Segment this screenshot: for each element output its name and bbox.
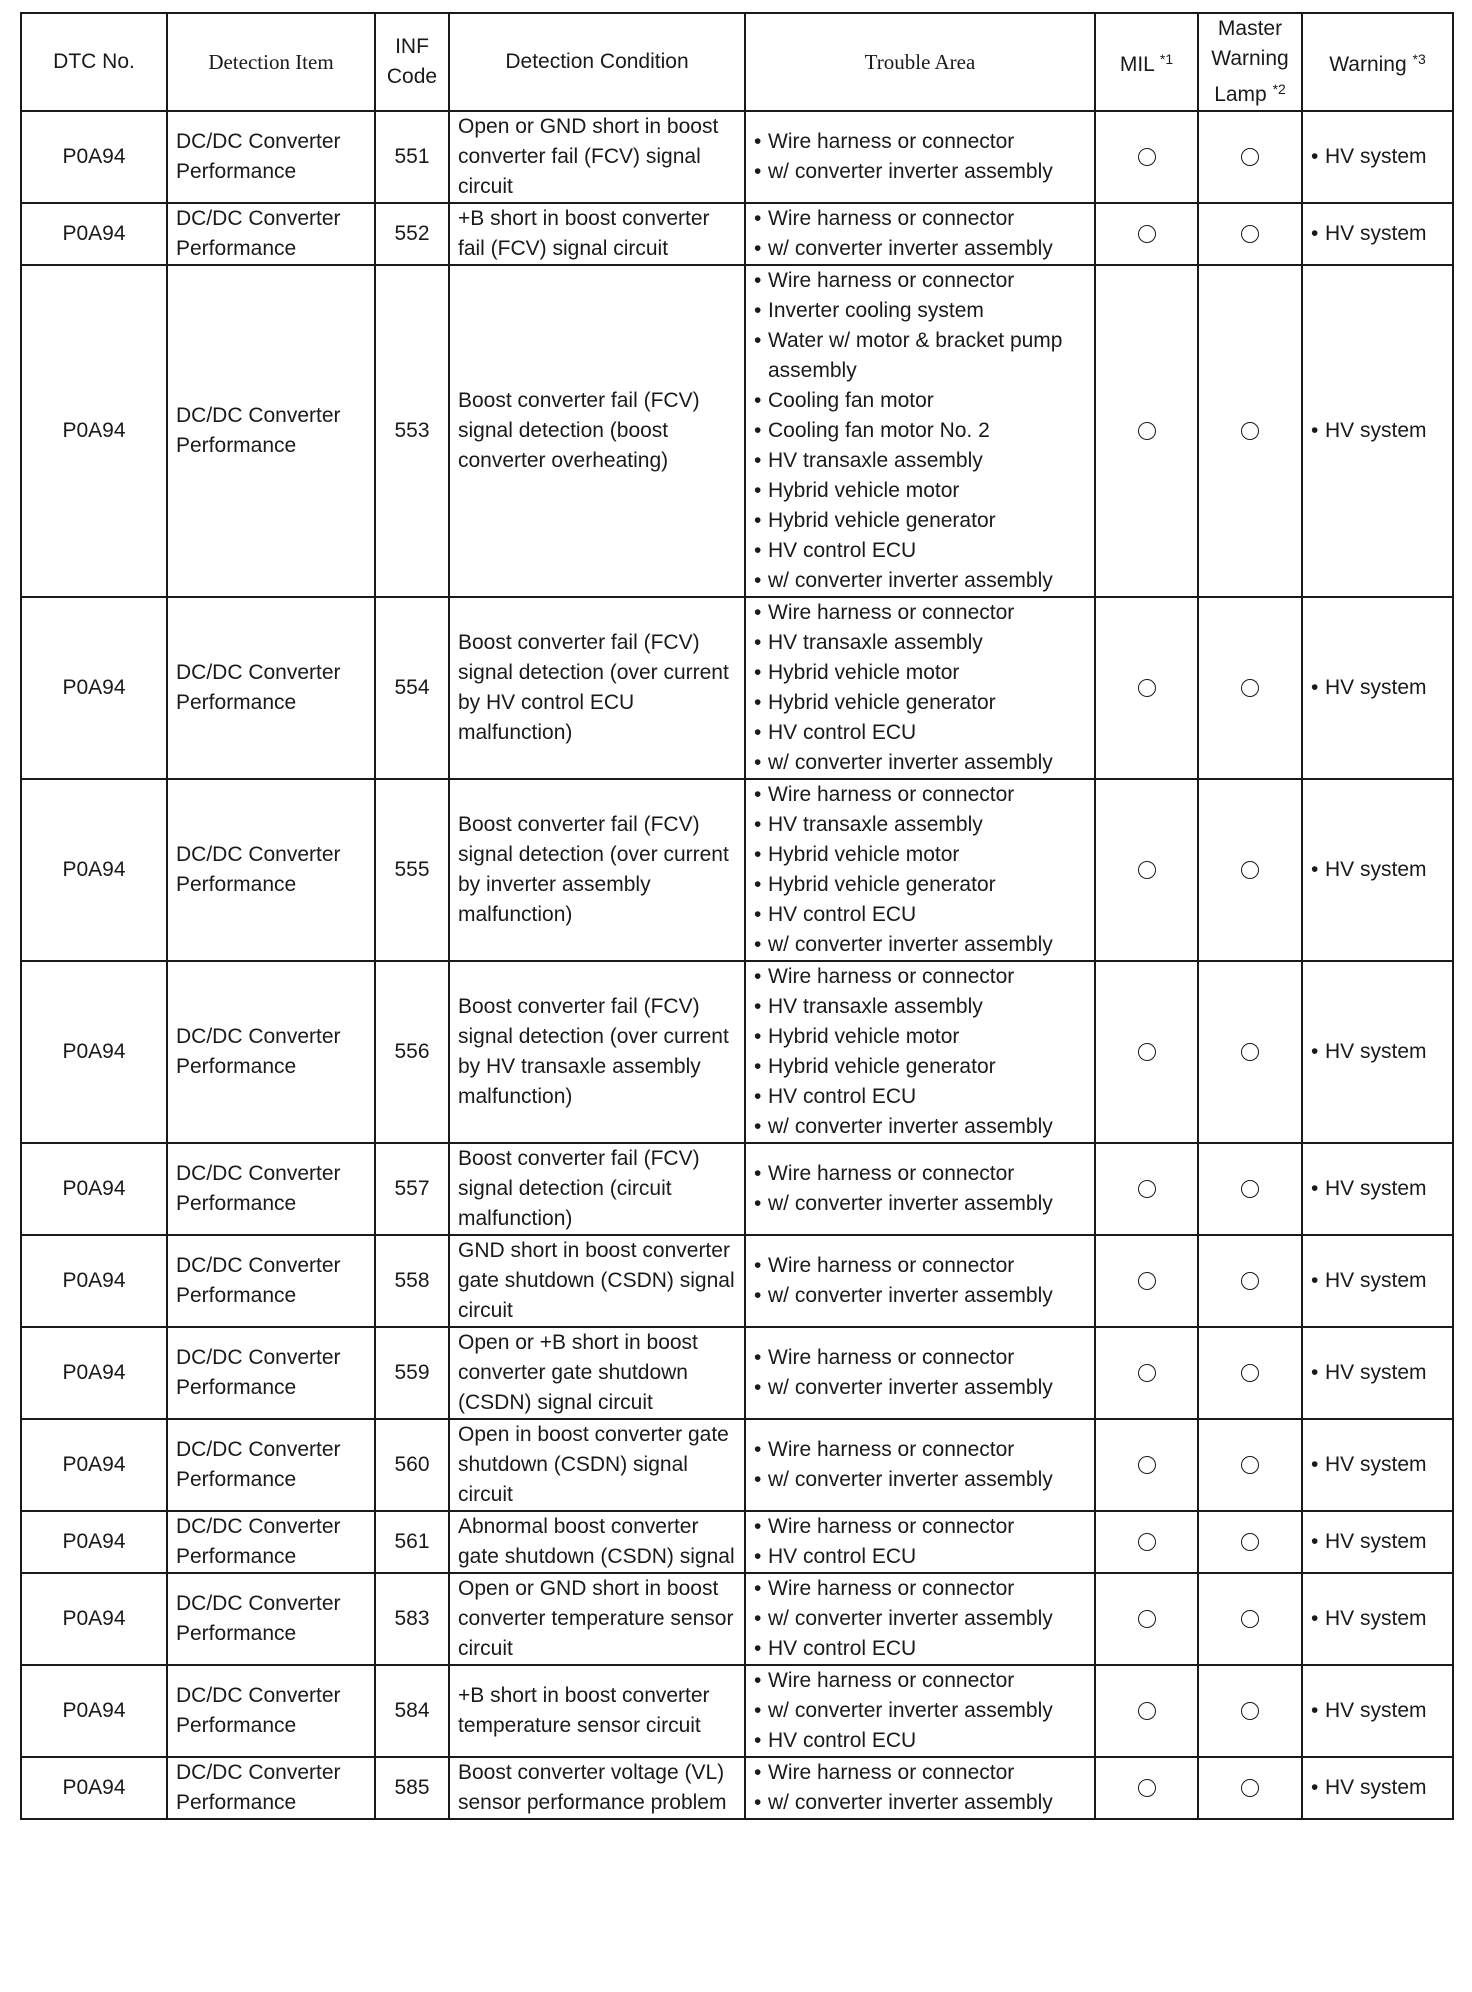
table-row — [21, 961, 1453, 1143]
trouble-area-item: • HV transaxle assembly — [754, 446, 1086, 476]
trouble-area-item: • w/ converter inverter assembly — [754, 157, 1086, 187]
mil-indicator — [1095, 1143, 1198, 1235]
warning: • HV system — [1302, 1143, 1453, 1235]
table-row — [21, 1665, 1453, 1757]
inf-code: 553 — [375, 265, 449, 597]
inf-code: 555 — [375, 779, 449, 961]
trouble-area-item: • HV control ECU — [754, 900, 1086, 930]
circle-icon — [1241, 225, 1259, 243]
mil-indicator — [1095, 1419, 1198, 1511]
table-row — [21, 1419, 1453, 1511]
table-row — [21, 1143, 1453, 1235]
table-row — [21, 203, 1453, 265]
circle-icon — [1138, 1456, 1156, 1474]
dtc-number: P0A94 — [21, 1511, 167, 1573]
detection-condition: Open or GND short in boost converter temperature sensor circuit — [449, 1573, 745, 1665]
trouble-area — [745, 1143, 1095, 1235]
detection-condition: Open or +B short in boost converter gate shutdown (CSDN) signal circuit — [449, 1327, 745, 1419]
dtc-number: P0A94 — [21, 779, 167, 961]
trouble-area — [745, 111, 1095, 203]
mil-indicator — [1095, 1327, 1198, 1419]
table-row — [21, 779, 1453, 961]
inf-code: 584 — [375, 1665, 449, 1757]
trouble-area — [745, 779, 1095, 961]
circle-icon — [1241, 1610, 1259, 1628]
trouble-area — [745, 265, 1095, 597]
trouble-area-item: • Wire harness or connector — [754, 204, 1086, 234]
mil-indicator — [1095, 1573, 1198, 1665]
warning: • HV system — [1302, 1511, 1453, 1573]
detection-item: DC/DC Converter Performance — [167, 1327, 375, 1419]
trouble-area — [745, 1327, 1095, 1419]
trouble-area-item: • HV control ECU — [754, 718, 1086, 748]
trouble-area-item: • Wire harness or connector — [754, 1574, 1086, 1604]
circle-icon — [1241, 1180, 1259, 1198]
trouble-area-item: • w/ converter inverter assembly — [754, 748, 1086, 778]
warning: • HV system — [1302, 961, 1453, 1143]
header-inf-code: INF Code — [375, 13, 449, 111]
master-warning-lamp-indicator — [1198, 1235, 1302, 1327]
table-row — [21, 1327, 1453, 1419]
table-row — [21, 1511, 1453, 1573]
warning: • HV system — [1302, 265, 1453, 597]
circle-icon — [1241, 422, 1259, 440]
detection-item: DC/DC Converter Performance — [167, 961, 375, 1143]
dtc-number: P0A94 — [21, 1665, 167, 1757]
trouble-area-item: • Wire harness or connector — [754, 1666, 1086, 1696]
header-detection-item: Detection Item — [167, 13, 375, 111]
trouble-area-item: • w/ converter inverter assembly — [754, 234, 1086, 264]
trouble-area — [745, 597, 1095, 779]
dtc-number: P0A94 — [21, 111, 167, 203]
trouble-area-item: • Cooling fan motor — [754, 386, 1086, 416]
inf-code: 559 — [375, 1327, 449, 1419]
warning: • HV system — [1302, 1573, 1453, 1665]
trouble-area-item: • HV control ECU — [754, 536, 1086, 566]
inf-code: 557 — [375, 1143, 449, 1235]
master-warning-lamp-indicator — [1198, 1327, 1302, 1419]
trouble-area-item: • Hybrid vehicle generator — [754, 506, 1086, 536]
mil-indicator — [1095, 265, 1198, 597]
circle-icon — [1241, 1272, 1259, 1290]
inf-code: 583 — [375, 1573, 449, 1665]
circle-icon — [1138, 1610, 1156, 1628]
master-warning-lamp-indicator — [1198, 1573, 1302, 1665]
detection-item: DC/DC Converter Performance — [167, 1573, 375, 1665]
trouble-area-item: • HV transaxle assembly — [754, 628, 1086, 658]
trouble-area — [745, 1235, 1095, 1327]
circle-icon — [1241, 1779, 1259, 1797]
dtc-number: P0A94 — [21, 597, 167, 779]
warning: • HV system — [1302, 1235, 1453, 1327]
trouble-area-item: • Hybrid vehicle motor — [754, 1022, 1086, 1052]
header-trouble-area: Trouble Area — [745, 13, 1095, 111]
dtc-number: P0A94 — [21, 1327, 167, 1419]
trouble-area-item: • HV control ECU — [754, 1082, 1086, 1112]
mil-indicator — [1095, 961, 1198, 1143]
detection-item: DC/DC Converter Performance — [167, 597, 375, 779]
master-warning-lamp-indicator — [1198, 203, 1302, 265]
trouble-area-item: • Hybrid vehicle generator — [754, 1052, 1086, 1082]
mil-indicator — [1095, 779, 1198, 961]
mil-indicator — [1095, 597, 1198, 779]
detection-condition: Boost converter fail (FCV) signal detection (circuit malfunction) — [449, 1143, 745, 1235]
dtc-number: P0A94 — [21, 1419, 167, 1511]
mil-indicator — [1095, 1235, 1198, 1327]
trouble-area-item: • HV control ECU — [754, 1542, 1086, 1572]
circle-icon — [1241, 1533, 1259, 1551]
detection-condition: +B short in boost converter temperature sensor circuit — [449, 1665, 745, 1757]
trouble-area-item: • Wire harness or connector — [754, 1512, 1086, 1542]
master-warning-lamp-indicator — [1198, 1665, 1302, 1757]
trouble-area-item: • w/ converter inverter assembly — [754, 1373, 1086, 1403]
detection-condition: GND short in boost converter gate shutdown (CSDN) signal circuit — [449, 1235, 745, 1327]
table-body — [21, 111, 1453, 1819]
detection-item: DC/DC Converter Performance — [167, 1665, 375, 1757]
trouble-area-item: • w/ converter inverter assembly — [754, 566, 1086, 596]
inf-code: 552 — [375, 203, 449, 265]
table-row — [21, 1757, 1453, 1819]
detection-condition: Boost converter fail (FCV) signal detection (over current by inverter assembly malfunction) — [449, 779, 745, 961]
inf-code: 554 — [375, 597, 449, 779]
trouble-area-item: • HV control ECU — [754, 1726, 1086, 1756]
trouble-area-item: • w/ converter inverter assembly — [754, 1696, 1086, 1726]
master-warning-lamp-indicator — [1198, 111, 1302, 203]
trouble-area-item: • w/ converter inverter assembly — [754, 1189, 1086, 1219]
warning: • HV system — [1302, 1327, 1453, 1419]
trouble-area — [745, 1511, 1095, 1573]
dtc-number: P0A94 — [21, 1757, 167, 1819]
dtc-table — [20, 12, 1454, 1820]
master-warning-lamp-indicator — [1198, 779, 1302, 961]
dtc-number: P0A94 — [21, 1573, 167, 1665]
table-row — [21, 1573, 1453, 1665]
trouble-area-item: • Hybrid vehicle motor — [754, 658, 1086, 688]
circle-icon — [1241, 679, 1259, 697]
detection-condition: Boost converter fail (FCV) signal detection (boost converter overheating) — [449, 265, 745, 597]
trouble-area-item: • HV transaxle assembly — [754, 810, 1086, 840]
header-master-warning-lamp: Master Warning Lamp $^{*2}$ — [1198, 13, 1302, 111]
detection-item: DC/DC Converter Performance — [167, 111, 375, 203]
warning: • HV system — [1302, 1419, 1453, 1511]
detection-item: DC/DC Converter Performance — [167, 779, 375, 961]
trouble-area-item: • Wire harness or connector — [754, 1251, 1086, 1281]
inf-code: 560 — [375, 1419, 449, 1511]
circle-icon — [1138, 679, 1156, 697]
trouble-area — [745, 1665, 1095, 1757]
trouble-area-item: • w/ converter inverter assembly — [754, 1604, 1086, 1634]
detection-item: DC/DC Converter Performance — [167, 1235, 375, 1327]
mil-indicator — [1095, 203, 1198, 265]
circle-icon — [1241, 148, 1259, 166]
circle-icon — [1138, 1180, 1156, 1198]
trouble-area-item: • Wire harness or connector — [754, 1435, 1086, 1465]
master-warning-lamp-indicator — [1198, 265, 1302, 597]
warning: • HV system — [1302, 779, 1453, 961]
trouble-area — [745, 1757, 1095, 1819]
trouble-area-item: • w/ converter inverter assembly — [754, 1112, 1086, 1142]
detection-item: DC/DC Converter Performance — [167, 1511, 375, 1573]
detection-item: DC/DC Converter Performance — [167, 1143, 375, 1235]
dtc-number: P0A94 — [21, 961, 167, 1143]
master-warning-lamp-indicator — [1198, 597, 1302, 779]
mil-indicator — [1095, 1665, 1198, 1757]
trouble-area-item: • w/ converter inverter assembly — [754, 930, 1086, 960]
table-row — [21, 1235, 1453, 1327]
detection-item: DC/DC Converter Performance — [167, 203, 375, 265]
warning: • HV system — [1302, 597, 1453, 779]
circle-icon — [1138, 422, 1156, 440]
trouble-area-item: • Hybrid vehicle generator — [754, 870, 1086, 900]
master-warning-lamp-indicator — [1198, 1757, 1302, 1819]
trouble-area-item: • Wire harness or connector — [754, 598, 1086, 628]
circle-icon — [1241, 861, 1259, 879]
trouble-area-item: • HV control ECU — [754, 1634, 1086, 1664]
dtc-number: P0A94 — [21, 265, 167, 597]
detection-condition: Open in boost converter gate shutdown (CSDN) signal circuit — [449, 1419, 745, 1511]
trouble-area — [745, 961, 1095, 1143]
detection-condition: Boost converter fail (FCV) signal detection (over current by HV transaxle assembly malfunction) — [449, 961, 745, 1143]
trouble-area-item: • w/ converter inverter assembly — [754, 1465, 1086, 1495]
trouble-area-item: • Water w/ motor & bracket pump assembly — [754, 326, 1086, 386]
header-row — [21, 13, 1453, 111]
trouble-area-item: • Hybrid vehicle motor — [754, 476, 1086, 506]
detection-item: DC/DC Converter Performance — [167, 1757, 375, 1819]
trouble-area-item: • Wire harness or connector — [754, 780, 1086, 810]
warning: • HV system — [1302, 203, 1453, 265]
trouble-area-item: • Wire harness or connector — [754, 266, 1086, 296]
master-warning-lamp-indicator — [1198, 1511, 1302, 1573]
trouble-area-item: • Hybrid vehicle motor — [754, 840, 1086, 870]
trouble-area-item: • Wire harness or connector — [754, 1343, 1086, 1373]
master-warning-lamp-indicator — [1198, 961, 1302, 1143]
mil-indicator — [1095, 1511, 1198, 1573]
trouble-area-item: • Wire harness or connector — [754, 962, 1086, 992]
detection-item: DC/DC Converter Performance — [167, 265, 375, 597]
table-row — [21, 597, 1453, 779]
master-warning-lamp-indicator — [1198, 1419, 1302, 1511]
detection-condition: +B short in boost converter fail (FCV) signal circuit — [449, 203, 745, 265]
circle-icon — [1241, 1702, 1259, 1720]
header-detection-condition: Detection Condition — [449, 13, 745, 111]
circle-icon — [1138, 148, 1156, 166]
mil-indicator — [1095, 111, 1198, 203]
trouble-area-item: • Hybrid vehicle generator — [754, 688, 1086, 718]
trouble-area-item: • Wire harness or connector — [754, 1758, 1086, 1788]
warning: • HV system — [1302, 1665, 1453, 1757]
circle-icon — [1138, 1043, 1156, 1061]
trouble-area-item: • HV transaxle assembly — [754, 992, 1086, 1022]
circle-icon — [1138, 1779, 1156, 1797]
detection-condition: Boost converter voltage (VL) sensor performance problem — [449, 1757, 745, 1819]
inf-code: 561 — [375, 1511, 449, 1573]
detection-condition: Boost converter fail (FCV) signal detection (over current by HV control ECU malfunction) — [449, 597, 745, 779]
header-warning: Warning $^{*3}$ — [1302, 13, 1453, 111]
circle-icon — [1241, 1456, 1259, 1474]
trouble-area — [745, 1573, 1095, 1665]
detection-condition: Abnormal boost converter gate shutdown (CSDN) signal — [449, 1511, 745, 1573]
trouble-area-item: • Inverter cooling system — [754, 296, 1086, 326]
trouble-area-item: • Wire harness or connector — [754, 127, 1086, 157]
circle-icon — [1241, 1364, 1259, 1382]
trouble-area-item: • w/ converter inverter assembly — [754, 1281, 1086, 1311]
circle-icon — [1138, 861, 1156, 879]
header-mil: MIL $^{*1}$ — [1095, 13, 1198, 111]
detection-item: DC/DC Converter Performance — [167, 1419, 375, 1511]
trouble-area-item: • Wire harness or connector — [754, 1159, 1086, 1189]
inf-code: 556 — [375, 961, 449, 1143]
warning: • HV system — [1302, 111, 1453, 203]
circle-icon — [1138, 1533, 1156, 1551]
detection-condition: Open or GND short in boost converter fail (FCV) signal circuit — [449, 111, 745, 203]
circle-icon — [1138, 1364, 1156, 1382]
trouble-area-item: • w/ converter inverter assembly — [754, 1788, 1086, 1818]
table-row — [21, 265, 1453, 597]
dtc-number: P0A94 — [21, 1235, 167, 1327]
circle-icon — [1241, 1043, 1259, 1061]
inf-code: 558 — [375, 1235, 449, 1327]
circle-icon — [1138, 1702, 1156, 1720]
header-dtc-no: DTC No. — [21, 13, 167, 111]
trouble-area — [745, 1419, 1095, 1511]
dtc-number: P0A94 — [21, 203, 167, 265]
trouble-area — [745, 203, 1095, 265]
master-warning-lamp-indicator — [1198, 1143, 1302, 1235]
inf-code: 551 — [375, 111, 449, 203]
circle-icon — [1138, 225, 1156, 243]
circle-icon — [1138, 1272, 1156, 1290]
dtc-number: P0A94 — [21, 1143, 167, 1235]
table-row — [21, 111, 1453, 203]
inf-code: 585 — [375, 1757, 449, 1819]
warning: • HV system — [1302, 1757, 1453, 1819]
mil-indicator — [1095, 1757, 1198, 1819]
trouble-area-item: • Cooling fan motor No. 2 — [754, 416, 1086, 446]
